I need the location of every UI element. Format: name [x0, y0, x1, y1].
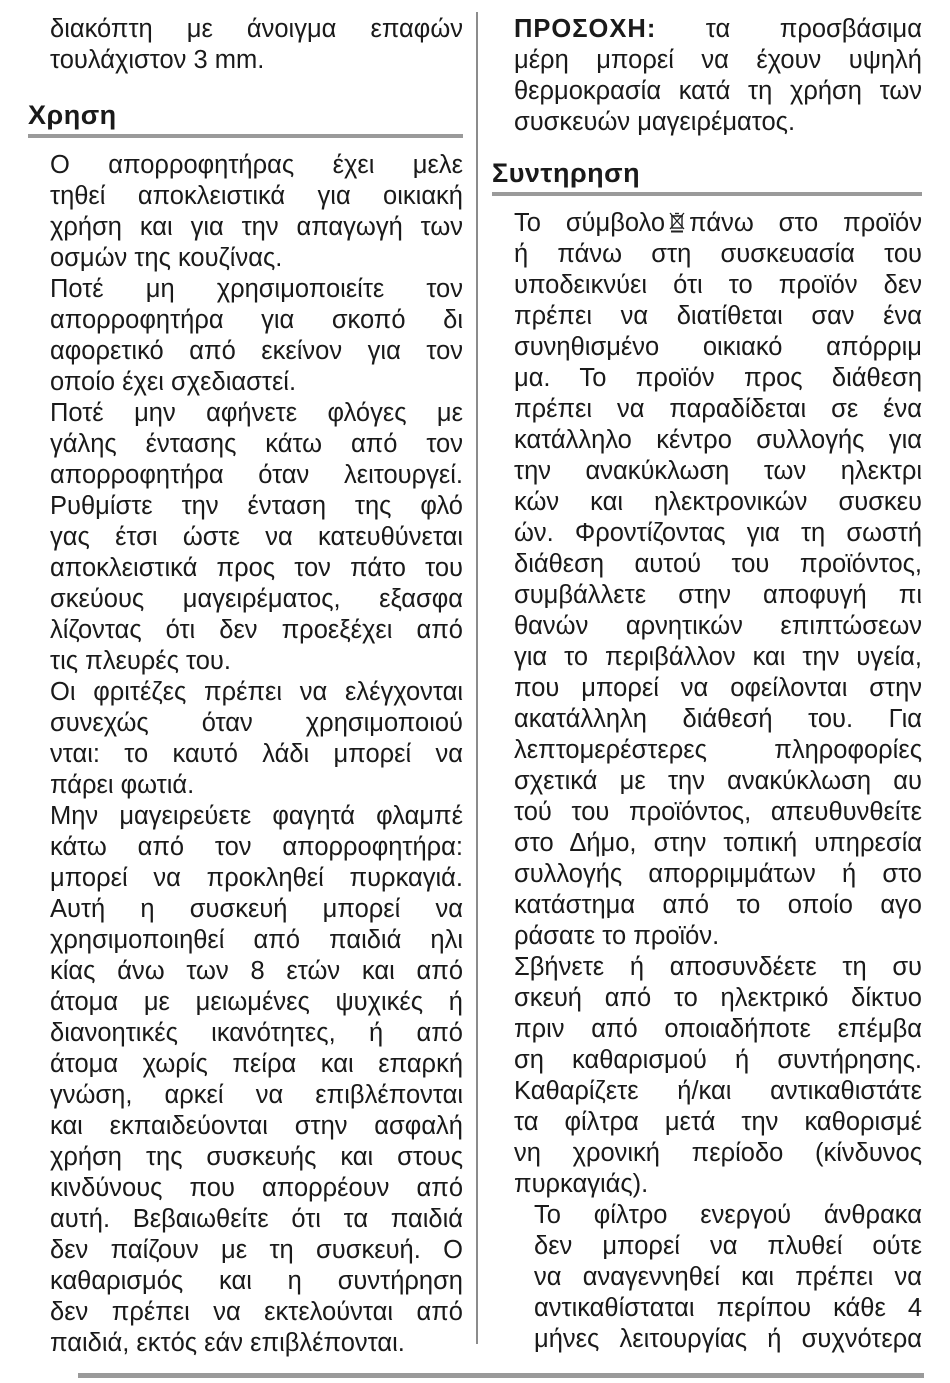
text-line: αποκλειστικά προς τον πάτο του — [50, 554, 463, 582]
text-line: και εκπαιδεύονται στην ασφαλή — [50, 1112, 463, 1140]
text-line: ακατάλληλη διάθεσή του. Για — [514, 705, 922, 733]
text-line: συνεχώς όταν χρησιμοποιού — [50, 709, 463, 737]
crossed-bin-icon — [669, 210, 685, 232]
text-line: καθαρισμός και η συντήρηση — [50, 1267, 463, 1295]
text-line: κατάλληλο κέντρο συλλογής για — [514, 426, 922, 454]
text-line: συσκευών μαγειρέματος. — [514, 108, 796, 136]
text-line: συλλογής απορριμμάτων ή στο — [514, 860, 922, 888]
caution-line — [492, 14, 922, 45]
text-line: τα φίλτρα μετά την καθορισμέ — [514, 1108, 922, 1136]
text-line: μα. Το προϊόν προς διάθεση — [514, 364, 922, 392]
text-line: δεν πρέπει να εκτελούνται από — [50, 1298, 463, 1326]
text-line: παιδιά, εκτός εάν επιβλέπονται. — [50, 1329, 405, 1357]
text-line: σχετικά με την ανακύκλωση αυ — [514, 767, 922, 795]
text-line: γάλης έντασης κάτω από τον — [50, 430, 463, 458]
text-line: πυρκαγιάς). — [514, 1170, 649, 1198]
text-line: κατάστημα από το οποίο αγο — [514, 891, 922, 919]
text-line: που μπορεί να οφείλονται στην — [514, 674, 922, 702]
column-divider — [476, 12, 478, 1344]
text-line: μπορεί να προκληθεί πυρκαγιά. — [50, 864, 463, 892]
text-line: κάτω από τον απορροφητήρα: — [50, 833, 463, 861]
text-line: δεν μπορεί να πλυθεί ούτε — [534, 1232, 922, 1260]
text-line: Σβήνετε ή αποσυνδέετε τη συ — [514, 953, 922, 981]
text-line: Μην μαγειρεύετε φαγητά φλαμπέ — [50, 802, 463, 830]
text-line: για το περιβάλλον και την υγεία, — [514, 643, 922, 671]
symbol-line — [492, 208, 922, 239]
text-line: ράσατε το προϊόν. — [514, 922, 720, 950]
text-line: διάθεση αυτού του προϊόντος, — [514, 550, 922, 578]
text-line: αφορετικό από εκείνον για τον — [50, 337, 463, 365]
text-line: δεν παίζουν με τη συσκευή. Ο — [50, 1236, 463, 1264]
text-line: μέρη μπορεί να έχουν υψηλή — [514, 46, 922, 74]
text-line: Καθαρίζετε ή/και αντικαθιστάτε — [514, 1077, 922, 1105]
text-line: αυτή. Βεβαιωθείτε ότι τα παιδιά — [50, 1205, 463, 1233]
text-line: κινδύνους που απορρέουν από — [50, 1174, 463, 1202]
text-line: πάρει φωτιά. — [50, 771, 195, 799]
text-line: τις πλευρές του. — [50, 647, 231, 675]
text-line: Ρυθμίστε την ένταση της φλό — [50, 492, 463, 520]
text-line: απορροφητήρα όταν λειτουργεί. — [50, 461, 463, 489]
text-line: διακόπτη με άνοιγμα επαφών — [50, 15, 463, 43]
text-line: γνώση, αρκεί να επιβλέπονται — [50, 1081, 463, 1109]
text-line: Αυτή η συσκευή μπορεί να — [50, 895, 463, 923]
text-line: γας έτσι ώστε να κατευθύνεται — [50, 523, 463, 551]
text-line: σκεύους μαγειρέματος, εξασφα — [50, 585, 463, 613]
usage-paragraphs — [28, 150, 463, 1359]
text-line: κίας άνω των 8 ετών και από — [50, 957, 463, 985]
text-line: οποίο έχει σχεδιαστεί. — [50, 368, 297, 396]
text-line: στο Δήμο, στην τοπική υπηρεσία — [514, 829, 922, 857]
text-line: χρήση και για την απαγωγή των — [50, 213, 463, 241]
filter-paragraph — [492, 1200, 922, 1355]
text-line: χρησιμοποιηθεί από παιδιά ηλι — [50, 926, 463, 954]
text-line: συνηθισμένο οικιακό απόρριμ — [514, 333, 922, 361]
text-line: υποδεικνύει ότι το προϊόν δεν — [514, 271, 922, 299]
text-line: τουλάχιστον 3 mm. — [50, 46, 265, 74]
text-line: πριν από οποιαδήποτε επέμβα — [514, 1015, 922, 1043]
text-line: πρέπει να διατίθεται σαν ένα — [514, 302, 922, 330]
text-line: ή πάνω στη συσκευασία του — [514, 240, 922, 268]
text-line: Ο απορροφητήρας έχει μελε — [50, 151, 463, 179]
text-line: Οι φριτέζες πρέπει να ελέγχονται — [50, 678, 463, 706]
text-line: θανών αρνητικών επιπτώσεων — [514, 612, 922, 640]
symbol-text-after: πάνω στο προϊόν — [689, 209, 922, 237]
text-line: ών. Φροντίζοντας για τη σωστή — [514, 519, 922, 547]
text-line: τηθεί αποκλειστικά για οικιακή — [50, 182, 463, 210]
right-column — [492, 14, 922, 1355]
footer-rule — [78, 1373, 924, 1378]
text-line: διανοητικές ικανότητες, ή από — [50, 1019, 463, 1047]
caution-text: τα προσβάσιμα — [705, 15, 922, 43]
text-line: απορροφητήρα για σκοπό δι — [50, 306, 463, 334]
text-line: Ποτέ μην αφήνετε φλόγες με — [50, 399, 463, 427]
text-line: νη χρονική περίοδο (κίνδυνος — [514, 1139, 922, 1167]
text-line: άτομα χωρίς πείρα και επαρκή — [50, 1050, 463, 1078]
section-heading-usage: Χρηση — [28, 98, 463, 138]
section-heading-maintenance: Συντηρηση — [492, 156, 922, 196]
text-line: πρέπει να παραδίδεται σε ένα — [514, 395, 922, 423]
text-line: αντικαθίσταται περίπου κάθε 4 — [534, 1294, 922, 1322]
text-line: Ποτέ μη χρησιμοποιείτε τον — [50, 275, 463, 303]
text-line: να αναγεννηθεί και πρέπει να — [534, 1263, 922, 1291]
text-line: τού του προϊόντος, απευθυνθείτε — [514, 798, 922, 826]
maintenance-paragraphs — [492, 239, 922, 1200]
text-line: άτομα με μειωμένες ψυχικές ή — [50, 988, 463, 1016]
text-line: λεπτομερέστερες πληροφορίες — [514, 736, 922, 764]
text-line: οσμών της κουζίνας. — [50, 244, 283, 272]
text-line: κών και ηλεκτρονικών συσκευ — [514, 488, 922, 516]
text-line: θερμοκρασία κατά τη χρήση των — [514, 77, 922, 105]
text-line: χρήση της συσκευής και στους — [50, 1143, 463, 1171]
left-column — [28, 14, 463, 1359]
text-line: συμβάλλετε στην αποφυγή πι — [514, 581, 922, 609]
text-line: την ανακύκλωση των ηλεκτρι — [514, 457, 922, 485]
text-line: Το φίλτρο ενεργού άνθρακα — [534, 1201, 922, 1229]
text-line: νται: το καυτό λάδι μπορεί να — [50, 740, 463, 768]
text-line: μήνες λειτουργίας ή συχνότερα — [534, 1325, 922, 1353]
caution-label: ΠΡΟΣΟΧΗ: — [514, 15, 657, 43]
text-line: λίζοντας ότι δεν προεξέχει από — [50, 616, 463, 644]
symbol-text-before: Το σύμβολο — [514, 209, 666, 237]
text-line: ση καθαρισμού ή συντήρησης. — [514, 1046, 922, 1074]
text-line: σκευή από το ηλεκτρικό δίκτυο — [514, 984, 922, 1012]
